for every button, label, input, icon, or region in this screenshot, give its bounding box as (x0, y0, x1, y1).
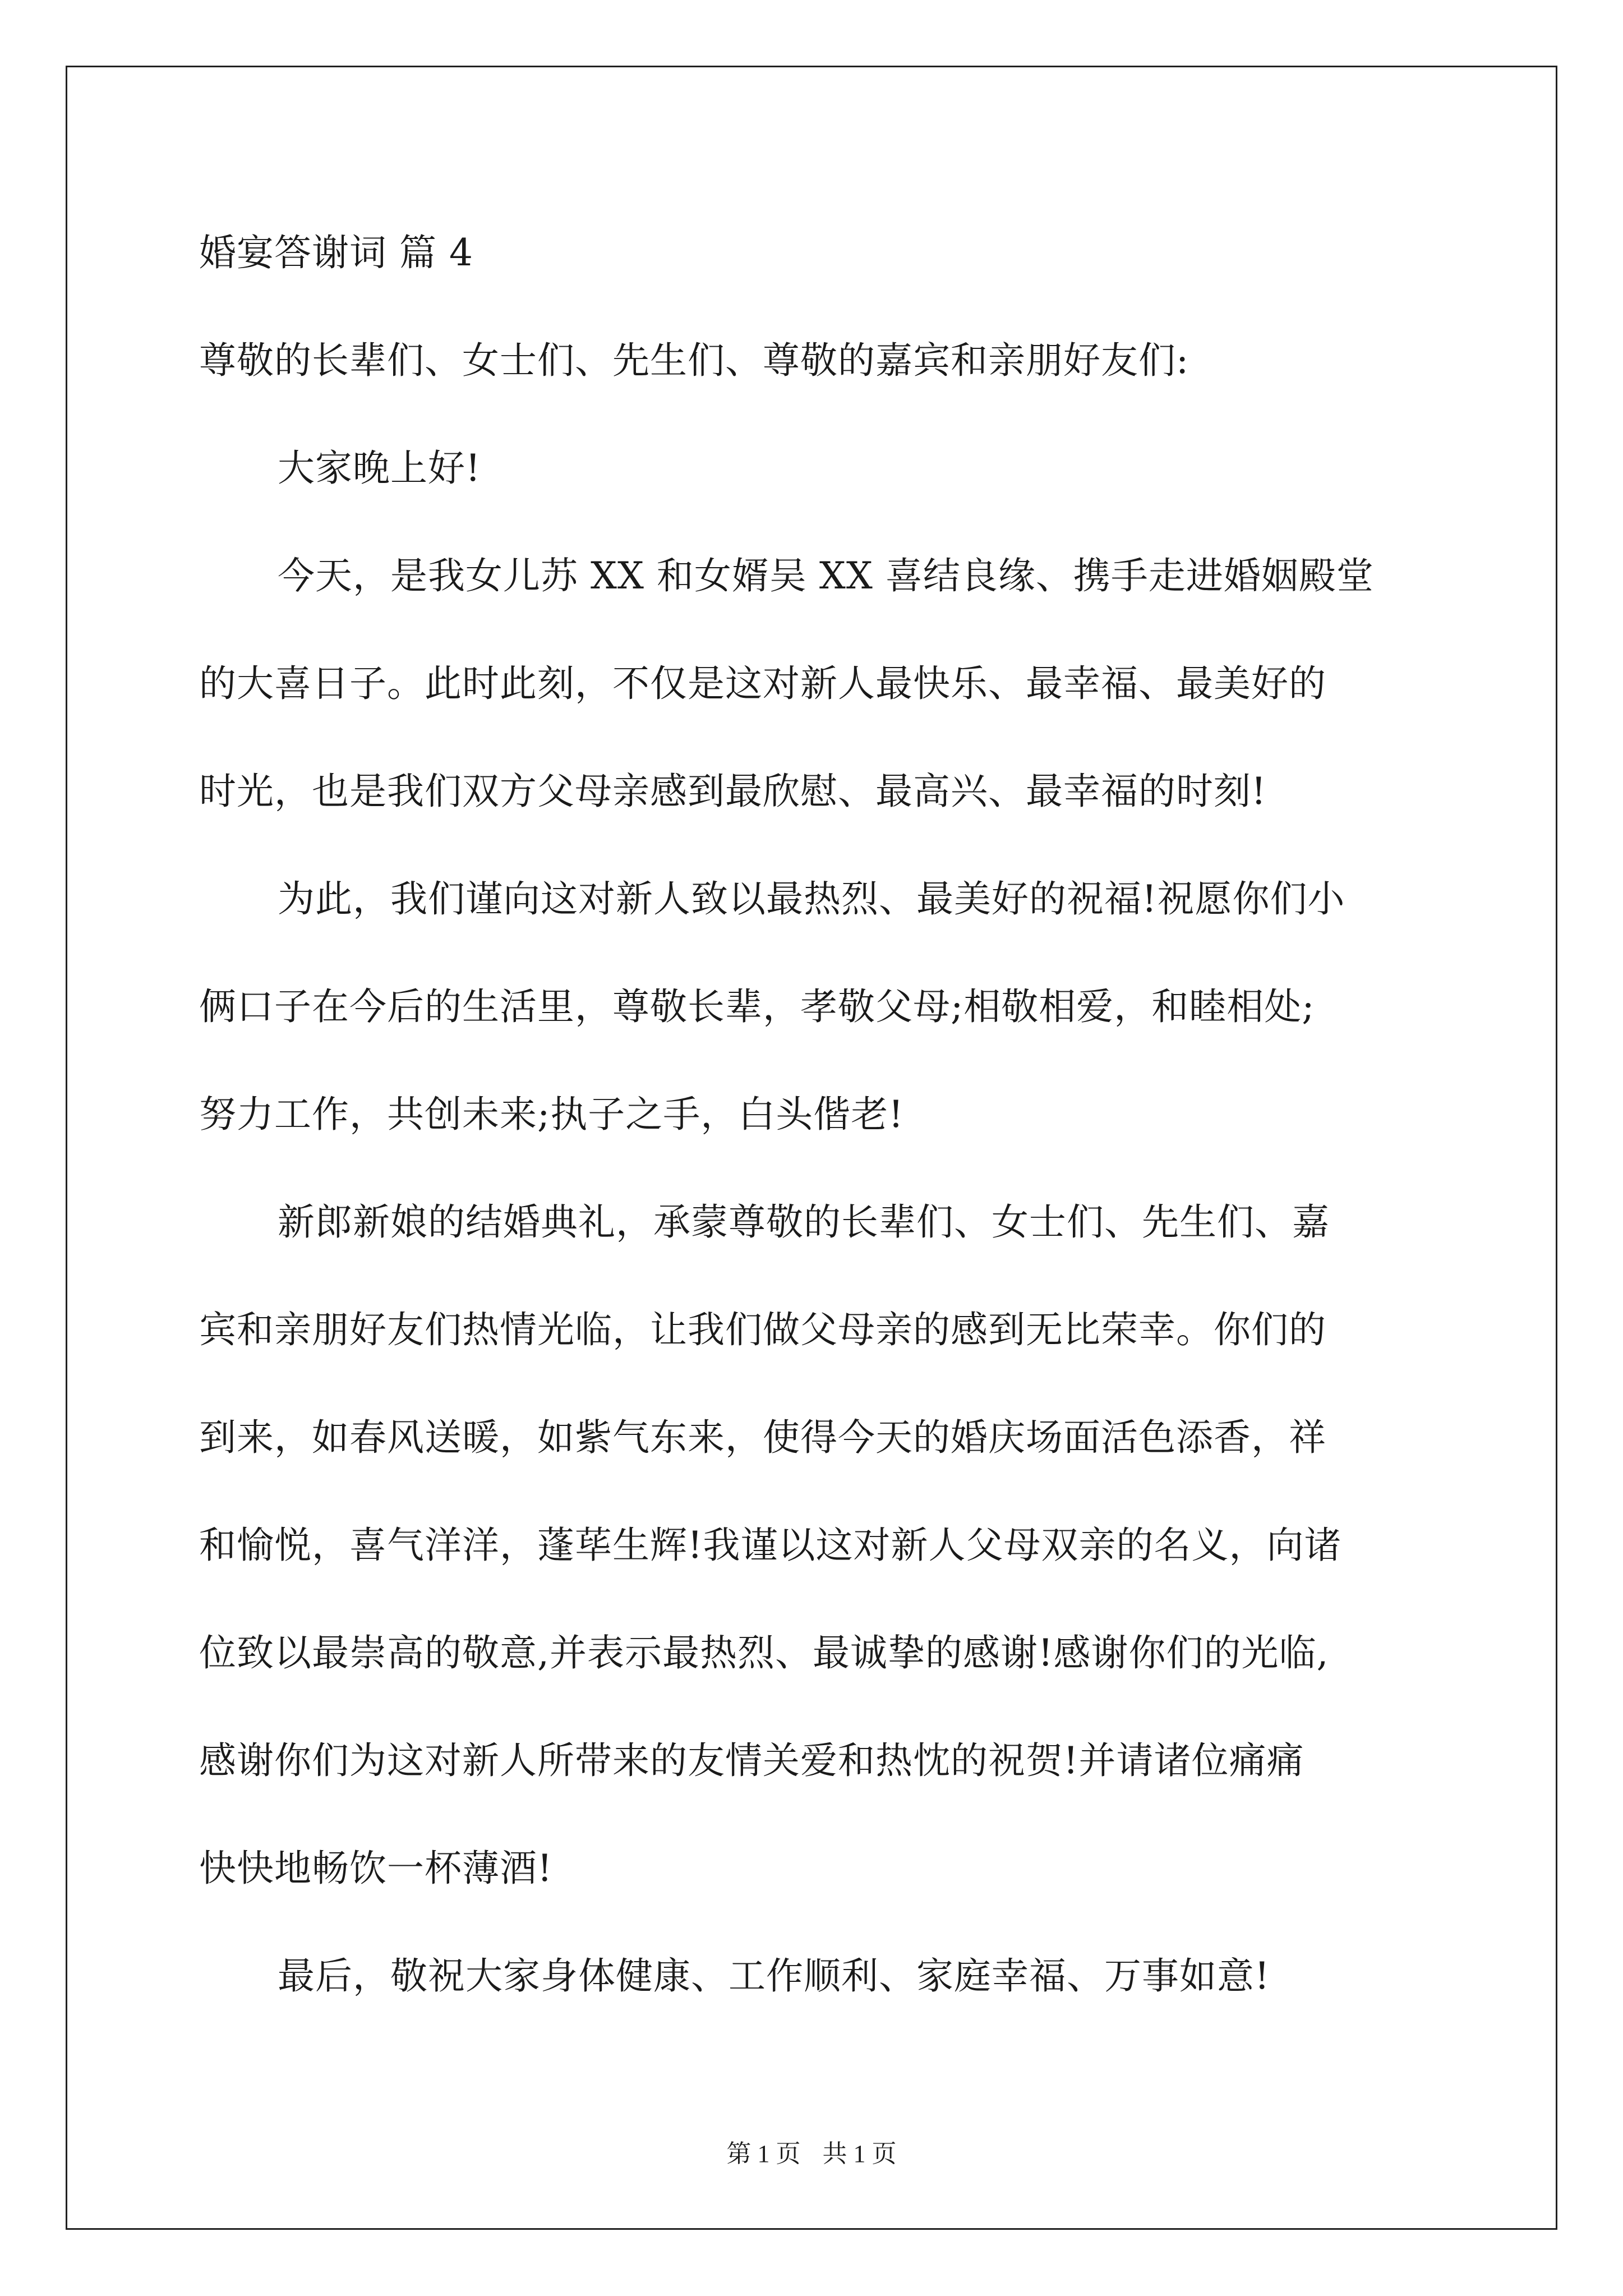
greeting-line: 尊敬的长辈们、女士们、先生们、尊敬的嘉宾和亲朋好友们: (199, 339, 1189, 382)
page-footer (0, 2137, 1623, 2171)
text-line: 新郎新娘的结婚典礼，承蒙尊敬的长辈们、女士们、先生们、嘉 (278, 1200, 1330, 1244)
text-line: 今天，是我女儿苏 XX 和女婿吴 XX 喜结良缘、携手走进婚姻殿堂 (278, 554, 1374, 597)
text-line: 最后，敬祝大家身体健康、工作顺利、家庭幸福、万事如意! (278, 1954, 1270, 1998)
text-line: 和愉悦，喜气洋洋，蓬荜生辉!我谨以这对新人父母双亲的名义，向诸 (199, 1524, 1342, 1567)
text-line: 时光，也是我们双方父母亲感到最欣慰、最高兴、最幸福的时刻! (199, 770, 1267, 813)
text-line: 俩口子在今后的生活里，尊敬长辈，孝敬父母;相敬相爱，和睦相处; (199, 985, 1315, 1028)
text-line: 努力工作，共创未来;执子之手，白头偕老! (199, 1093, 904, 1136)
page-number: 第 1 页 (726, 2140, 801, 2168)
document-body (199, 199, 1427, 2030)
text-line: 到来，如春风送暖，如紫气东来，使得今天的婚庆场面活色添香，祥 (199, 1416, 1326, 1459)
text-line: 宾和亲朋好友们热情光临，让我们做父母亲的感到无比荣幸。你们的 (199, 1308, 1326, 1351)
text-line: 为此，我们谨向这对新人致以最热烈、最美好的祝福!祝愿你们小 (278, 877, 1345, 921)
page-total: 共 1 页 (822, 2140, 897, 2168)
text-line: 快快地畅饮一杯薄酒! (199, 1847, 553, 1890)
text-line: 感谢你们为这对新人所带来的友情关爱和热忱的祝贺!并请诸位痛痛 (199, 1739, 1304, 1782)
text-line: 的大喜日子。此时此刻，不仅是这对新人最快乐、最幸福、最美好的 (199, 662, 1326, 705)
text-line: 大家晚上好! (278, 447, 481, 490)
text-line: 位致以最崇高的敬意,并表示最热烈、最诚挚的感谢!感谢你们的光临, (199, 1631, 1329, 1674)
document-title: 婚宴答谢词 篇 4 (199, 231, 473, 274)
